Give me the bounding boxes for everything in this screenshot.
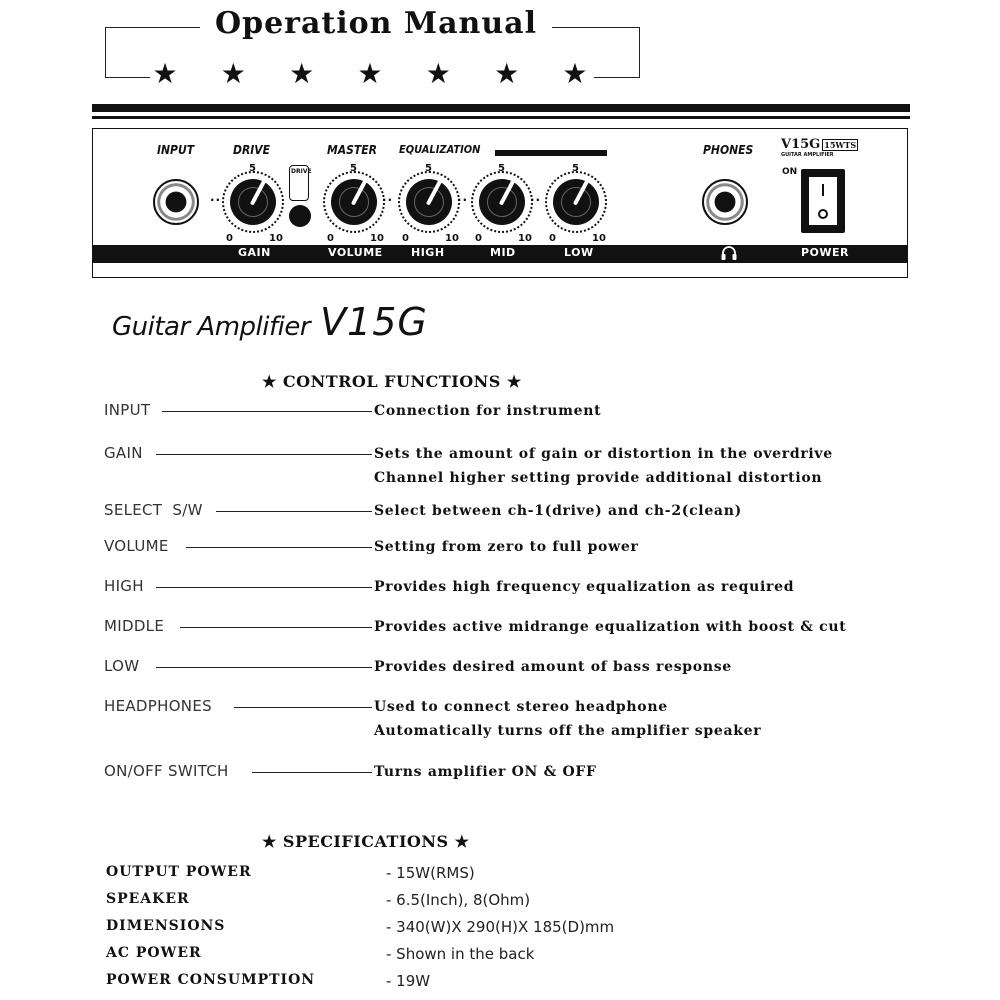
spec-value: - Shown in the back xyxy=(386,945,535,963)
product-model: V15G xyxy=(320,300,428,344)
leader-line xyxy=(162,411,372,412)
leader-line xyxy=(234,707,372,708)
spec-value: - 340(W)X 290(H)X 185(D)mm xyxy=(386,918,615,936)
function-row xyxy=(104,617,924,639)
spec-value: - 19W xyxy=(386,972,431,990)
equalization-bar xyxy=(495,150,607,156)
spec-row xyxy=(106,864,806,886)
spec-name: DIMENSIONS xyxy=(106,918,226,934)
connector-dots: ·· xyxy=(210,193,222,207)
leader-line xyxy=(156,587,372,588)
label-drive: DRIVE xyxy=(233,143,271,157)
spec-row xyxy=(106,891,806,913)
gain-tick-0: 0 xyxy=(226,233,233,244)
function-description: Setting from zero to full power xyxy=(374,539,639,555)
amp-control-panel xyxy=(92,128,908,278)
high-tick-5: 5 xyxy=(425,163,432,174)
function-description: Sets the amount of gain or distortion in the overdrive xyxy=(374,446,833,462)
headphones-icon xyxy=(720,244,738,262)
function-name: ON/OFF SWITCH xyxy=(104,762,229,780)
gain-tick-10: 10 xyxy=(269,233,283,244)
connector-dots: ·· xyxy=(382,193,394,207)
function-description: Provides desired amount of bass response xyxy=(374,659,732,675)
star-row xyxy=(150,58,590,90)
function-name: MIDDLE xyxy=(104,617,165,635)
label-gain: GAIN xyxy=(238,246,271,259)
leader-line xyxy=(180,627,372,628)
spec-row xyxy=(106,918,806,940)
function-row xyxy=(104,444,924,486)
gain-knob[interactable] xyxy=(230,179,276,225)
drive-indicator-label: DRIVE xyxy=(291,168,312,175)
spec-value: - 6.5(Inch), 8(Ohm) xyxy=(386,891,531,909)
function-description: Select between ch-1(drive) and ch-2(clean) xyxy=(374,503,742,519)
function-name: INPUT xyxy=(104,401,151,419)
control-functions-heading: ★ CONTROL FUNCTIONS ★ xyxy=(262,372,522,391)
label-mid: MID xyxy=(490,246,516,259)
star-icon: ★ xyxy=(289,57,315,90)
spec-name: AC POWER xyxy=(106,945,202,961)
spec-row xyxy=(106,972,806,994)
low-tick-5: 5 xyxy=(572,163,579,174)
mid-tick-5: 5 xyxy=(498,163,505,174)
volume-tick-5: 5 xyxy=(350,163,357,174)
power-on-mark xyxy=(822,184,824,196)
star-icon: ★ xyxy=(152,57,178,90)
function-name: VOLUME xyxy=(104,537,169,555)
connector-dots: ·· xyxy=(530,193,542,207)
star-icon: ★ xyxy=(220,57,246,90)
function-name: LOW xyxy=(104,657,140,675)
function-description: Connection for instrument xyxy=(374,403,602,419)
function-row xyxy=(104,762,924,784)
high-tick-0: 0 xyxy=(402,233,409,244)
input-jack[interactable] xyxy=(153,179,199,225)
function-description: Turns amplifier ON & OFF xyxy=(374,764,597,780)
star-icon: ★ xyxy=(562,57,588,90)
mid-tick-10: 10 xyxy=(518,233,532,244)
spec-value: - 15W(RMS) xyxy=(386,864,475,882)
drive-indicator xyxy=(289,165,312,201)
function-name: GAIN xyxy=(104,444,143,462)
volume-tick-0: 0 xyxy=(327,233,334,244)
leader-line xyxy=(156,667,372,668)
spec-name: OUTPUT POWER xyxy=(106,864,252,880)
divider-thick xyxy=(92,104,910,112)
product-name: Guitar Amplifier xyxy=(112,312,311,342)
function-description: Provides active midrange equalization with boost & cut xyxy=(374,619,847,635)
function-row xyxy=(104,401,924,423)
spec-name: POWER CONSUMPTION xyxy=(106,972,316,988)
low-tick-0: 0 xyxy=(549,233,556,244)
label-equalization: EQUALIZATION xyxy=(399,143,481,156)
divider-thin xyxy=(92,116,910,119)
leader-line xyxy=(156,454,372,455)
manual-title: Operation Manual xyxy=(200,6,552,41)
product-title xyxy=(112,300,428,344)
function-row xyxy=(104,697,924,739)
low-tick-10: 10 xyxy=(592,233,606,244)
function-description: Channel higher setting provide additional distortion xyxy=(374,470,823,486)
spec-row xyxy=(106,945,806,967)
label-low: LOW xyxy=(564,246,594,259)
leader-line xyxy=(252,772,372,773)
function-name: HIGH xyxy=(104,577,144,595)
label-phones: PHONES xyxy=(703,143,754,157)
volume-knob[interactable] xyxy=(331,179,377,225)
function-description: Used to connect stereo headphone xyxy=(374,699,668,715)
brand-model-text: V15G xyxy=(781,137,821,152)
function-row xyxy=(104,577,924,599)
high-tick-10: 10 xyxy=(445,233,459,244)
star-icon: ★ xyxy=(494,57,520,90)
phones-jack[interactable] xyxy=(702,179,748,225)
brand-model xyxy=(781,137,858,152)
mid-tick-0: 0 xyxy=(475,233,482,244)
mid-knob[interactable] xyxy=(479,179,525,225)
function-description: Provides high frequency equalization as required xyxy=(374,579,795,595)
leader-line xyxy=(216,511,372,512)
function-row xyxy=(104,657,924,679)
brand-subtitle: GUITAR AMPLIFIER xyxy=(781,152,834,158)
star-icon: ★ xyxy=(425,57,451,90)
power-off-mark xyxy=(818,209,828,219)
label-master: MASTER xyxy=(327,143,377,157)
label-high: HIGH xyxy=(411,246,445,259)
power-switch[interactable] xyxy=(801,169,845,233)
connector-dots: ·· xyxy=(457,193,469,207)
function-row xyxy=(104,501,924,523)
star-icon: ★ xyxy=(357,57,383,90)
high-knob[interactable] xyxy=(406,179,452,225)
leader-line xyxy=(186,547,372,548)
function-name: SELECT S/W xyxy=(104,501,203,519)
power-rocker xyxy=(809,177,837,225)
label-power: POWER xyxy=(801,246,850,259)
specifications-heading: ★ SPECIFICATIONS ★ xyxy=(262,832,470,851)
label-input: INPUT xyxy=(157,143,195,157)
brand-badge: 15WTS xyxy=(824,140,857,150)
function-description: Automatically turns off the amplifier speaker xyxy=(374,723,762,739)
volume-tick-10: 10 xyxy=(370,233,384,244)
low-knob[interactable] xyxy=(553,179,599,225)
power-on-label: ON xyxy=(782,167,798,177)
select-switch[interactable] xyxy=(289,205,311,227)
function-name: HEADPHONES xyxy=(104,697,212,715)
function-row xyxy=(104,537,924,559)
label-volume: VOLUME xyxy=(328,246,383,259)
gain-tick-5: 5 xyxy=(249,163,256,174)
spec-name: SPEAKER xyxy=(106,891,190,907)
